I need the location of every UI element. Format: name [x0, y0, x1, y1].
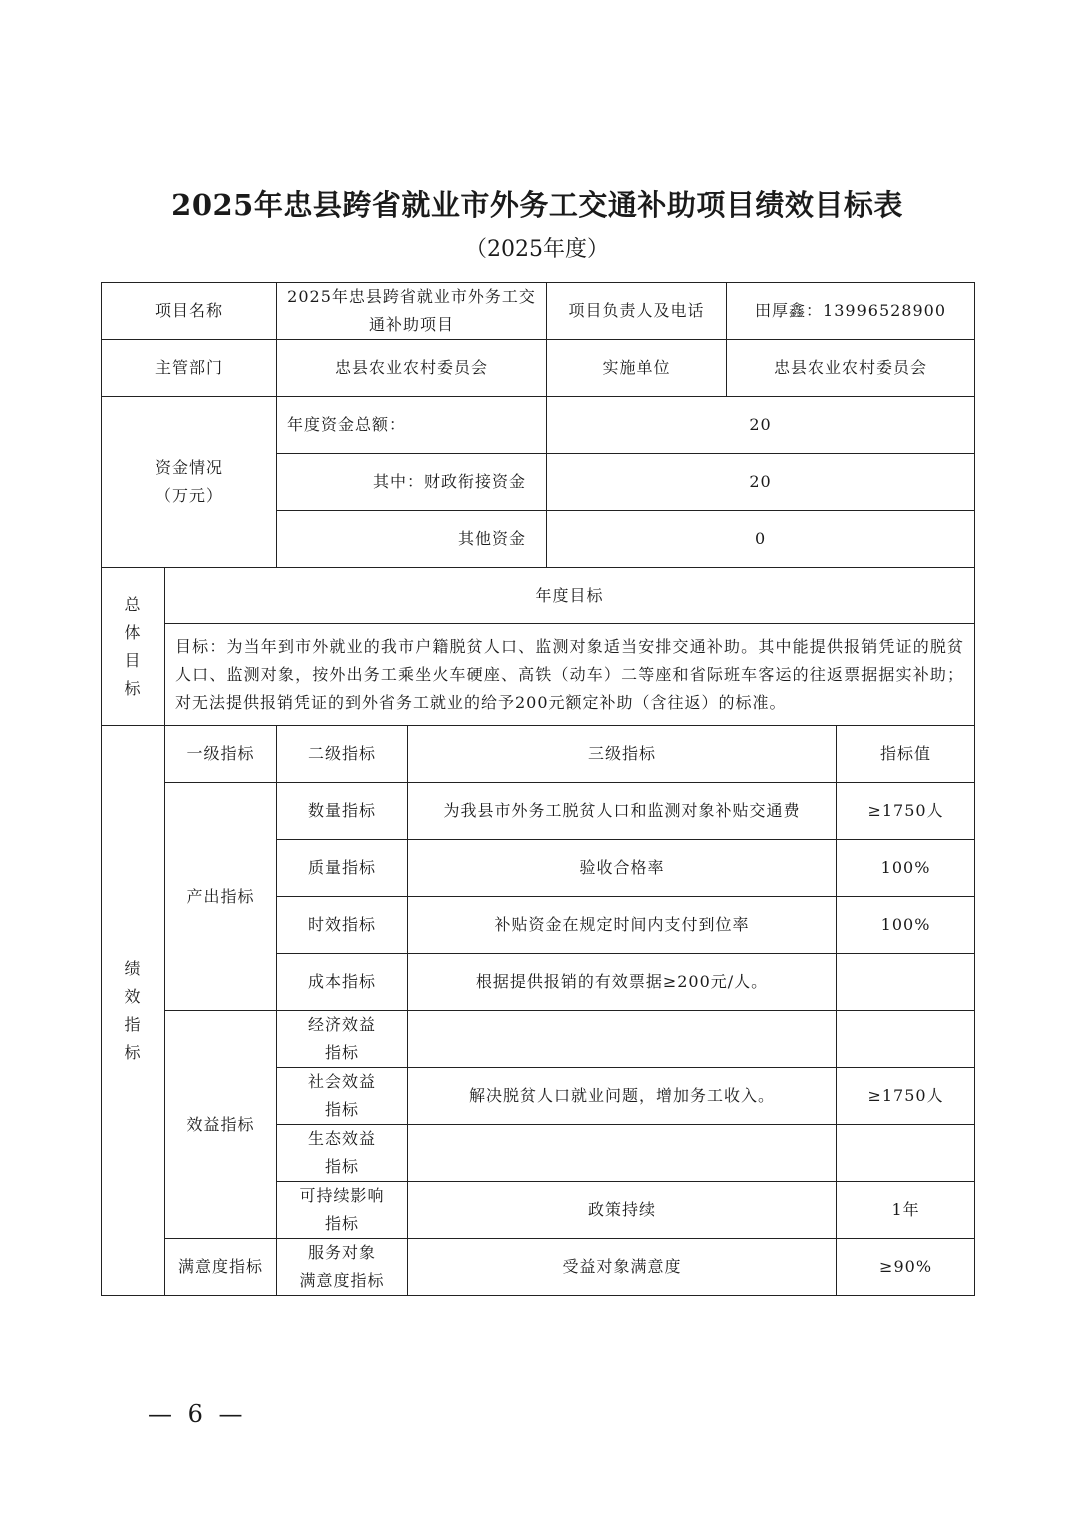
level2-cell — [277, 1068, 408, 1125]
impl-label: 实施单位 — [547, 340, 727, 397]
table-row — [102, 1011, 975, 1068]
level2-line: 生态效益 — [308, 1129, 377, 1148]
dept-label: 主管部门 — [102, 340, 277, 397]
goal-side-char: 总 — [124, 594, 142, 614]
page-title: 2025年忠县跨省就业市外务工交通补助项目绩效目标表 — [171, 188, 903, 222]
funds-total-value: 20 — [547, 397, 975, 454]
table-row — [102, 783, 975, 840]
level3-cell: 受益对象满意度 — [408, 1239, 837, 1296]
level3-cell — [408, 1125, 837, 1182]
output-label: 产出指标 — [165, 783, 277, 1011]
page-subtitle: （2025年度） — [465, 237, 609, 262]
funds-label-line1: 资金情况 — [155, 458, 224, 477]
header-level2: 二级指标 — [277, 726, 408, 783]
funds-fiscal-label: 其中：财政衔接资金 — [277, 454, 547, 511]
level3-cell: 解决脱贫人口就业问题，增加务工收入。 — [408, 1068, 837, 1125]
funds-fiscal-value: 20 — [547, 454, 975, 511]
level2-line: 满意度指标 — [299, 1271, 385, 1290]
goal-side-char: 标 — [124, 678, 142, 698]
leader-label: 项目负责人及电话 — [547, 283, 727, 340]
dept-value: 忠县农业农村委员会 — [277, 340, 547, 397]
level2-line: 指标 — [325, 1043, 360, 1062]
value-cell: ≥90% — [837, 1239, 975, 1296]
funds-other-value: 0 — [547, 511, 975, 568]
goal-header: 年度目标 — [165, 568, 975, 624]
value-cell — [837, 1011, 975, 1068]
row-goal-text — [102, 624, 975, 726]
header-level1: 一级指标 — [165, 726, 277, 783]
value-cell: 100% — [837, 840, 975, 897]
row-project-name — [102, 283, 975, 340]
level3-cell: 根据提供报销的有效票据≥200元/人。 — [408, 954, 837, 1011]
funds-label — [102, 397, 277, 568]
goal-text: 目标：为当年到市外就业的我市户籍脱贫人口、监测对象适当安排交通补助。其中能提供报销凭证的脱贫人口、监测对象，按外出务工乘坐火车硬座、高铁（动车）二等座和省际班车客运的往返票据据实补助；对无法提供报销凭证的到外省务工就业的给予200元额定补助（含往返）的标准。 — [165, 624, 975, 726]
indicators-side-char: 效 — [124, 986, 142, 1006]
page-number: — 6 — — [148, 1400, 247, 1428]
goal-side-label — [102, 568, 165, 726]
level3-cell: 政策持续 — [408, 1182, 837, 1239]
indicators-side-label — [102, 726, 165, 1296]
level3-cell: 验收合格率 — [408, 840, 837, 897]
performance-table — [101, 282, 975, 1296]
header-level3: 三级指标 — [408, 726, 837, 783]
value-cell: ≥1750人 — [837, 1068, 975, 1125]
value-cell — [837, 1125, 975, 1182]
level2-line: 服务对象 — [308, 1243, 377, 1262]
value-cell: ≥1750人 — [837, 783, 975, 840]
row-department — [102, 340, 975, 397]
value-cell: 100% — [837, 897, 975, 954]
satisfaction-label: 满意度指标 — [165, 1239, 277, 1296]
indicators-side-char: 绩 — [124, 958, 142, 978]
project-name-label: 项目名称 — [102, 283, 277, 340]
level2-cell: 成本指标 — [277, 954, 408, 1011]
funds-label-line2: （万元） — [155, 486, 224, 505]
value-cell: 1年 — [837, 1182, 975, 1239]
level2-line: 经济效益 — [308, 1015, 377, 1034]
level2-cell — [277, 1182, 408, 1239]
level2-line: 社会效益 — [308, 1072, 377, 1091]
row-indicator-headers — [102, 726, 975, 783]
benefit-label: 效益指标 — [165, 1011, 277, 1239]
value-cell — [837, 954, 975, 1011]
row-funds-total — [102, 397, 975, 454]
leader-value: 田厚鑫：13996528900 — [727, 283, 975, 340]
funds-other-label: 其他资金 — [277, 511, 547, 568]
level3-cell: 为我县市外务工脱贫人口和监测对象补贴交通费 — [408, 783, 837, 840]
level2-line: 指标 — [325, 1100, 360, 1119]
indicators-side-char: 指 — [124, 1014, 142, 1034]
level2-cell — [277, 1125, 408, 1182]
level2-line: 指标 — [325, 1157, 360, 1176]
level2-cell — [277, 1239, 408, 1296]
table-row — [102, 1239, 975, 1296]
level2-cell: 质量指标 — [277, 840, 408, 897]
impl-value: 忠县农业农村委员会 — [727, 340, 975, 397]
level2-cell: 时效指标 — [277, 897, 408, 954]
header-value: 指标值 — [837, 726, 975, 783]
funds-total-label: 年度资金总额： — [277, 397, 547, 454]
row-goal-header — [102, 568, 975, 624]
level2-line: 可持续影响 — [299, 1186, 385, 1205]
goal-side-char: 体 — [124, 622, 142, 642]
project-name-value: 2025年忠县跨省就业市外务工交通补助项目 — [277, 283, 547, 340]
level2-cell — [277, 1011, 408, 1068]
level3-cell — [408, 1011, 837, 1068]
goal-side-char: 目 — [124, 650, 142, 670]
indicators-side-char: 标 — [124, 1042, 142, 1062]
level2-line: 指标 — [325, 1214, 360, 1233]
level3-cell: 补贴资金在规定时间内支付到位率 — [408, 897, 837, 954]
level2-cell: 数量指标 — [277, 783, 408, 840]
